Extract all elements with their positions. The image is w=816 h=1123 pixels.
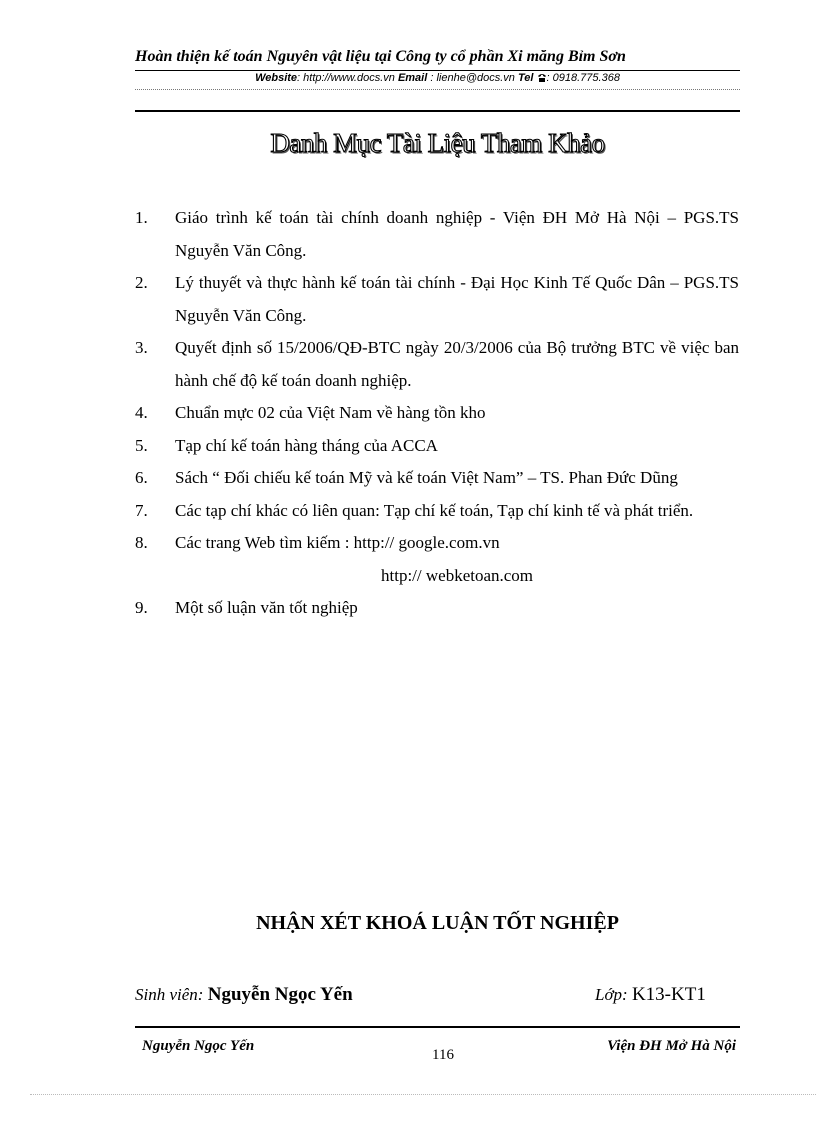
running-header-title: Hoàn thiện kế toán Nguyên vật liệu tại Công ty cổ phần Xi măng Bỉm Sơn: [135, 48, 626, 65]
reference-text: Các tạp chí khác có liên quan: Tạp chí kế toán, Tạp chí kinh tế và phát triển.: [175, 500, 694, 520]
footer-author: Nguyễn Ngọc Yến: [142, 1038, 255, 1054]
header-dotted-rule: [135, 89, 740, 90]
reference-number: 7.: [135, 500, 148, 520]
footer-rule: [135, 1026, 740, 1028]
tel-value: : 0918.775.368: [546, 72, 620, 84]
reference-item: [135, 267, 739, 332]
website-value: : http://www.docs.vn: [297, 72, 395, 84]
reference-item: [135, 527, 739, 592]
website-label: Website: [255, 72, 298, 84]
email-label: Email: [397, 72, 428, 84]
page-title: Danh Mục Tài Liệu Tham Khảo: [270, 128, 605, 158]
page-number: 116: [432, 1047, 454, 1063]
reference-number: 6.: [135, 468, 148, 487]
student-name: Nguyễn Ngọc Yến: [207, 984, 353, 1005]
reference-item: [135, 592, 739, 625]
reference-item: [135, 430, 739, 463]
reference-text: Lý thuyết và thực hành kế toán tài chính - Đại Học Kinh Tế Quốc Dân – PGS.TS Nguyễn Văn Công.: [175, 273, 739, 325]
class-info: Lớp: K13-KT1: [595, 984, 706, 1005]
reference-text: Tạp chí kế toán hàng tháng của ACCA: [175, 435, 438, 455]
reference-number: 8.: [135, 533, 148, 552]
reference-item: [135, 397, 739, 430]
section-title: NHẬN XÉT KHOÁ LUẬN TỐT NGHIỆP: [256, 912, 619, 934]
reference-number: 9.: [135, 598, 148, 617]
reference-number: 2.: [135, 273, 148, 292]
reference-text: Giáo trình kế toán tài chính doanh nghiệp - Viện ĐH Mở Hà Nội – PGS.TS Nguyễn Văn Công.: [175, 208, 739, 260]
reference-item: [135, 202, 739, 267]
reference-item: [135, 332, 739, 397]
reference-item: [135, 495, 739, 528]
reference-number: 3.: [135, 338, 148, 357]
reference-text: Các trang Web tìm kiếm : http:// google.com.vn: [175, 533, 500, 552]
reference-number: 1.: [135, 208, 148, 227]
reference-item: [135, 462, 739, 495]
student-info-line: Sinh viên: Nguyễn Ngọc Yến Lớp: K13-KT1: [135, 984, 706, 1005]
reference-number: 4.: [135, 403, 148, 422]
page-edge-dotted: [30, 1094, 816, 1095]
header-bottom-rule: [135, 110, 740, 112]
class-label: Lớp: [595, 985, 623, 1004]
reference-text: Chuẩn mực 02 của Việt Nam về hàng tồn kho: [175, 403, 486, 422]
email-value: : lienhe@docs.vn: [430, 72, 515, 84]
reference-number: 5.: [135, 435, 148, 455]
reference-list: [135, 202, 739, 625]
tel-label: Tel: [517, 72, 534, 84]
reference-text: Quyết định số 15/2006/QĐ-BTC ngày 20/3/2006 của Bộ trưởng BTC về việc ban hành chế độ kế toán doanh nghiệp.: [175, 338, 739, 390]
reference-continuation: http:// webketoan.com: [381, 565, 534, 585]
header-rule: [135, 70, 740, 71]
reference-text: Sách “ Đối chiếu kế toán Mỹ và kế toán Việt Nam” – TS. Phan Đức Dũng: [175, 468, 678, 487]
class-value: K13-KT1: [631, 984, 706, 1005]
footer-institution: Viện ĐH Mở Hà Nội: [607, 1038, 736, 1054]
phone-icon: [537, 73, 547, 82]
student-label: Sinh viên: [135, 985, 198, 1004]
header-contact-line: [135, 72, 740, 84]
reference-text: Một số luận văn tốt nghiệp: [175, 598, 358, 617]
